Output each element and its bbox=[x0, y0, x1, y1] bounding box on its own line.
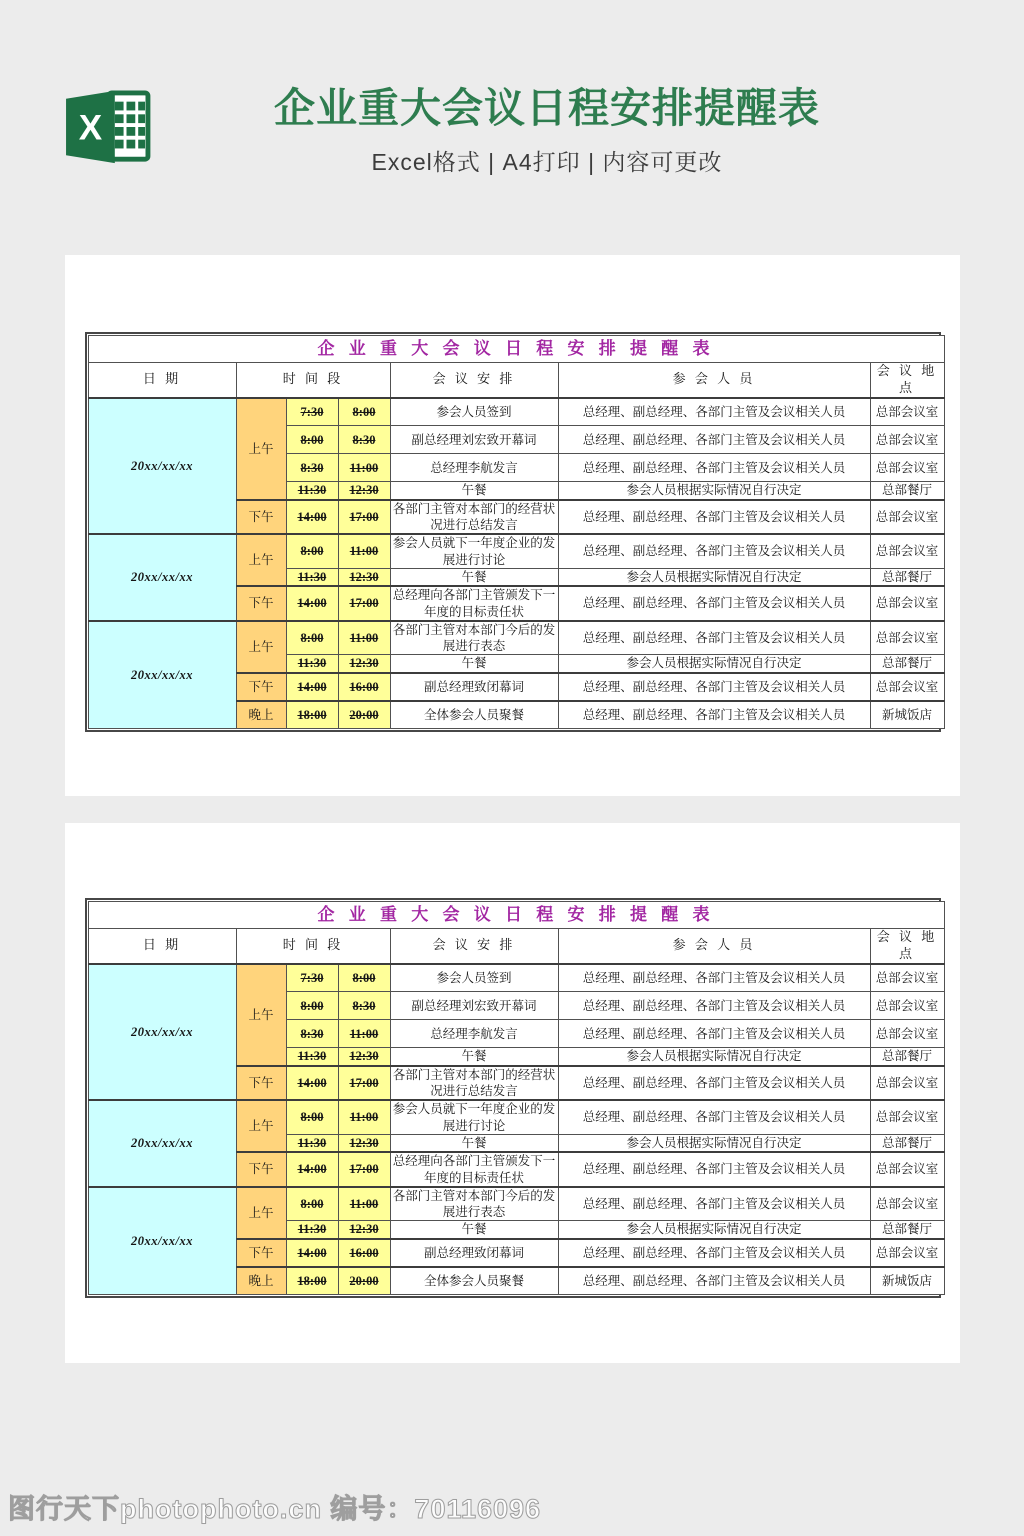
participants-cell: 总经理、副总经理、各部门主管及会议相关人员 bbox=[558, 500, 870, 535]
table-row bbox=[88, 964, 944, 992]
header-timespan: 时 间 段 bbox=[236, 363, 390, 398]
header-participants: 参 会 人 员 bbox=[558, 929, 870, 964]
table-header-row bbox=[88, 363, 944, 398]
time-end-cell: 12:30 bbox=[338, 482, 390, 500]
arrangement-cell: 午餐 bbox=[390, 1221, 558, 1239]
arrangement-cell: 全体参会人员聚餐 bbox=[390, 1267, 558, 1295]
participants-cell: 参会人员根据实际情况自行决定 bbox=[558, 1134, 870, 1152]
arrangement-cell: 总经理李航发言 bbox=[390, 454, 558, 482]
time-start-cell: 7:30 bbox=[286, 398, 338, 426]
time-start-cell: 14:00 bbox=[286, 1152, 338, 1187]
time-end-cell: 17:00 bbox=[338, 1066, 390, 1101]
participants-cell: 总经理、副总经理、各部门主管及会议相关人员 bbox=[558, 454, 870, 482]
excel-icon-letter: X bbox=[78, 108, 103, 148]
time-end-cell: 17:00 bbox=[338, 1152, 390, 1187]
time-end-cell: 8:00 bbox=[338, 964, 390, 992]
date-cell: 20xx/xx/xx bbox=[88, 398, 236, 535]
location-cell: 总部会议室 bbox=[870, 1152, 944, 1187]
time-end-cell: 20:00 bbox=[338, 701, 390, 729]
schedule-table bbox=[88, 901, 945, 1295]
period-cell: 上午 bbox=[236, 964, 286, 1066]
table-title-row bbox=[88, 902, 944, 929]
period-cell: 下午 bbox=[236, 673, 286, 701]
arrangement-cell: 副总经理刘宏致开幕词 bbox=[390, 992, 558, 1020]
time-end-cell: 11:00 bbox=[338, 1020, 390, 1048]
location-cell: 新城饭店 bbox=[870, 1267, 944, 1295]
arrangement-cell: 全体参会人员聚餐 bbox=[390, 701, 558, 729]
date-cell: 20xx/xx/xx bbox=[88, 1187, 236, 1295]
location-cell: 总部会议室 bbox=[870, 454, 944, 482]
participants-cell: 总经理、副总经理、各部门主管及会议相关人员 bbox=[558, 964, 870, 992]
header-arrangement: 会 议 安 排 bbox=[390, 363, 558, 398]
header-date: 日 期 bbox=[88, 929, 236, 964]
arrangement-cell: 总经理向各部门主管颁发下一年度的目标责任状 bbox=[390, 1152, 558, 1187]
time-start-cell: 8:30 bbox=[286, 454, 338, 482]
arrangement-cell: 午餐 bbox=[390, 1048, 558, 1066]
table-header-row bbox=[88, 929, 944, 964]
time-end-cell: 8:30 bbox=[338, 426, 390, 454]
time-start-cell: 8:00 bbox=[286, 992, 338, 1020]
arrangement-cell: 参会人员签到 bbox=[390, 964, 558, 992]
time-start-cell: 11:30 bbox=[286, 1134, 338, 1152]
header-timespan: 时 间 段 bbox=[236, 929, 390, 964]
participants-cell: 总经理、副总经理、各部门主管及会议相关人员 bbox=[558, 534, 870, 568]
table-row bbox=[88, 398, 944, 426]
period-cell: 下午 bbox=[236, 500, 286, 535]
page-title: 企业重大会议日程安排提醒表 bbox=[274, 85, 820, 131]
table-title: 企 业 重 大 会 议 日 程 安 排 提 醒 表 bbox=[88, 902, 944, 929]
date-cell: 20xx/xx/xx bbox=[88, 534, 236, 621]
time-start-cell: 11:30 bbox=[286, 1221, 338, 1239]
participants-cell: 总经理、副总经理、各部门主管及会议相关人员 bbox=[558, 586, 870, 621]
time-end-cell: 8:00 bbox=[338, 398, 390, 426]
time-end-cell: 12:30 bbox=[338, 655, 390, 673]
location-cell: 总部餐厅 bbox=[870, 1048, 944, 1066]
participants-cell: 总经理、副总经理、各部门主管及会议相关人员 bbox=[558, 426, 870, 454]
location-cell: 总部会议室 bbox=[870, 1187, 944, 1221]
page-header bbox=[0, 86, 1024, 177]
location-cell: 总部会议室 bbox=[870, 500, 944, 535]
period-cell: 下午 bbox=[236, 586, 286, 621]
table-frame-1 bbox=[85, 332, 941, 732]
arrangement-cell: 午餐 bbox=[390, 568, 558, 586]
location-cell: 新城饭店 bbox=[870, 701, 944, 729]
participants-cell: 总经理、副总经理、各部门主管及会议相关人员 bbox=[558, 992, 870, 1020]
arrangement-cell: 副总经理致闭幕词 bbox=[390, 1239, 558, 1267]
arrangement-cell: 各部门主管对本部门今后的发展进行表态 bbox=[390, 621, 558, 655]
participants-cell: 参会人员根据实际情况自行决定 bbox=[558, 482, 870, 500]
location-cell: 总部会议室 bbox=[870, 1020, 944, 1048]
period-cell: 上午 bbox=[236, 534, 286, 586]
time-end-cell: 11:00 bbox=[338, 621, 390, 655]
arrangement-cell: 各部门主管对本部门的经营状况进行总结发言 bbox=[390, 500, 558, 535]
table-row bbox=[88, 534, 944, 568]
table-row bbox=[88, 1100, 944, 1134]
participants-cell: 总经理、副总经理、各部门主管及会议相关人员 bbox=[558, 1066, 870, 1101]
table-row bbox=[88, 1187, 944, 1221]
location-cell: 总部会议室 bbox=[870, 1100, 944, 1134]
location-cell: 总部会议室 bbox=[870, 673, 944, 701]
period-cell: 上午 bbox=[236, 1100, 286, 1152]
time-end-cell: 12:30 bbox=[338, 1048, 390, 1066]
date-cell: 20xx/xx/xx bbox=[88, 964, 236, 1101]
time-end-cell: 12:30 bbox=[338, 568, 390, 586]
time-end-cell: 16:00 bbox=[338, 1239, 390, 1267]
time-start-cell: 8:30 bbox=[286, 1020, 338, 1048]
participants-cell: 总经理、副总经理、各部门主管及会议相关人员 bbox=[558, 398, 870, 426]
period-cell: 上午 bbox=[236, 398, 286, 500]
table-row bbox=[88, 621, 944, 655]
time-start-cell: 18:00 bbox=[286, 1267, 338, 1295]
header-text bbox=[0, 86, 1024, 177]
arrangement-cell: 各部门主管对本部门的经营状况进行总结发言 bbox=[390, 1066, 558, 1101]
period-cell: 下午 bbox=[236, 1239, 286, 1267]
preview-panel-1 bbox=[65, 255, 960, 796]
arrangement-cell: 午餐 bbox=[390, 482, 558, 500]
time-start-cell: 11:30 bbox=[286, 482, 338, 500]
date-cell: 20xx/xx/xx bbox=[88, 621, 236, 729]
time-end-cell: 11:00 bbox=[338, 1100, 390, 1134]
location-cell: 总部餐厅 bbox=[870, 482, 944, 500]
arrangement-cell: 总经理李航发言 bbox=[390, 1020, 558, 1048]
period-cell: 下午 bbox=[236, 1066, 286, 1101]
time-end-cell: 11:00 bbox=[338, 534, 390, 568]
time-end-cell: 20:00 bbox=[338, 1267, 390, 1295]
time-start-cell: 14:00 bbox=[286, 1066, 338, 1101]
arrangement-cell: 午餐 bbox=[390, 1134, 558, 1152]
time-start-cell: 8:00 bbox=[286, 621, 338, 655]
table-title: 企 业 重 大 会 议 日 程 安 排 提 醒 表 bbox=[88, 336, 944, 363]
header-participants: 参 会 人 员 bbox=[558, 363, 870, 398]
arrangement-cell: 参会人员就下一年度企业的发展进行讨论 bbox=[390, 1100, 558, 1134]
table-title-row bbox=[88, 336, 944, 363]
location-cell: 总部餐厅 bbox=[870, 568, 944, 586]
time-start-cell: 11:30 bbox=[286, 1048, 338, 1066]
location-cell: 总部会议室 bbox=[870, 534, 944, 568]
arrangement-cell: 副总经理致闭幕词 bbox=[390, 673, 558, 701]
time-start-cell: 14:00 bbox=[286, 1239, 338, 1267]
schedule-table bbox=[88, 335, 945, 729]
time-start-cell: 11:30 bbox=[286, 568, 338, 586]
participants-cell: 总经理、副总经理、各部门主管及会议相关人员 bbox=[558, 1020, 870, 1048]
participants-cell: 参会人员根据实际情况自行决定 bbox=[558, 568, 870, 586]
participants-cell: 参会人员根据实际情况自行决定 bbox=[558, 1221, 870, 1239]
location-cell: 总部会议室 bbox=[870, 1066, 944, 1101]
participants-cell: 总经理、副总经理、各部门主管及会议相关人员 bbox=[558, 1267, 870, 1295]
header-arrangement: 会 议 安 排 bbox=[390, 929, 558, 964]
site-watermark: 图行天下photophoto.cn 编号：70116096 bbox=[8, 1494, 542, 1524]
time-start-cell: 18:00 bbox=[286, 701, 338, 729]
participants-cell: 参会人员根据实际情况自行决定 bbox=[558, 655, 870, 673]
participants-cell: 总经理、副总经理、各部门主管及会议相关人员 bbox=[558, 673, 870, 701]
arrangement-cell: 参会人员就下一年度企业的发展进行讨论 bbox=[390, 534, 558, 568]
preview-panel-2 bbox=[65, 823, 960, 1363]
time-end-cell: 17:00 bbox=[338, 586, 390, 621]
participants-cell: 总经理、副总经理、各部门主管及会议相关人员 bbox=[558, 621, 870, 655]
arrangement-cell: 各部门主管对本部门今后的发展进行表态 bbox=[390, 1187, 558, 1221]
participants-cell: 参会人员根据实际情况自行决定 bbox=[558, 1048, 870, 1066]
header-date: 日 期 bbox=[88, 363, 236, 398]
participants-cell: 总经理、副总经理、各部门主管及会议相关人员 bbox=[558, 1152, 870, 1187]
participants-cell: 总经理、副总经理、各部门主管及会议相关人员 bbox=[558, 1239, 870, 1267]
date-cell: 20xx/xx/xx bbox=[88, 1100, 236, 1187]
arrangement-cell: 参会人员签到 bbox=[390, 398, 558, 426]
page-subtitle: Excel格式 | A4打印 | 内容可更改 bbox=[371, 149, 723, 176]
time-start-cell: 8:00 bbox=[286, 1187, 338, 1221]
location-cell: 总部会议室 bbox=[870, 586, 944, 621]
period-cell: 晚上 bbox=[236, 1267, 286, 1295]
time-start-cell: 8:00 bbox=[286, 1100, 338, 1134]
time-start-cell: 14:00 bbox=[286, 500, 338, 535]
location-cell: 总部会议室 bbox=[870, 398, 944, 426]
period-cell: 上午 bbox=[236, 1187, 286, 1239]
participants-cell: 总经理、副总经理、各部门主管及会议相关人员 bbox=[558, 1100, 870, 1134]
location-cell: 总部餐厅 bbox=[870, 1221, 944, 1239]
arrangement-cell: 总经理向各部门主管颁发下一年度的目标责任状 bbox=[390, 586, 558, 621]
time-end-cell: 8:30 bbox=[338, 992, 390, 1020]
time-end-cell: 11:00 bbox=[338, 1187, 390, 1221]
participants-cell: 总经理、副总经理、各部门主管及会议相关人员 bbox=[558, 701, 870, 729]
location-cell: 总部会议室 bbox=[870, 426, 944, 454]
location-cell: 总部会议室 bbox=[870, 621, 944, 655]
participants-cell: 总经理、副总经理、各部门主管及会议相关人员 bbox=[558, 1187, 870, 1221]
time-start-cell: 8:00 bbox=[286, 534, 338, 568]
arrangement-cell: 副总经理刘宏致开幕词 bbox=[390, 426, 558, 454]
table-frame-2 bbox=[85, 898, 941, 1298]
location-cell: 总部会议室 bbox=[870, 992, 944, 1020]
time-end-cell: 12:30 bbox=[338, 1134, 390, 1152]
time-start-cell: 8:00 bbox=[286, 426, 338, 454]
period-cell: 晚上 bbox=[236, 701, 286, 729]
time-start-cell: 11:30 bbox=[286, 655, 338, 673]
time-end-cell: 16:00 bbox=[338, 673, 390, 701]
location-cell: 总部会议室 bbox=[870, 1239, 944, 1267]
time-start-cell: 7:30 bbox=[286, 964, 338, 992]
location-cell: 总部餐厅 bbox=[870, 655, 944, 673]
time-start-cell: 14:00 bbox=[286, 586, 338, 621]
header-location: 会 议 地 点 bbox=[870, 363, 944, 398]
header-location: 会 议 地 点 bbox=[870, 929, 944, 964]
period-cell: 上午 bbox=[236, 621, 286, 673]
location-cell: 总部餐厅 bbox=[870, 1134, 944, 1152]
location-cell: 总部会议室 bbox=[870, 964, 944, 992]
period-cell: 下午 bbox=[236, 1152, 286, 1187]
time-end-cell: 12:30 bbox=[338, 1221, 390, 1239]
excel-icon bbox=[62, 88, 152, 166]
time-end-cell: 11:00 bbox=[338, 454, 390, 482]
time-start-cell: 14:00 bbox=[286, 673, 338, 701]
arrangement-cell: 午餐 bbox=[390, 655, 558, 673]
time-end-cell: 17:00 bbox=[338, 500, 390, 535]
